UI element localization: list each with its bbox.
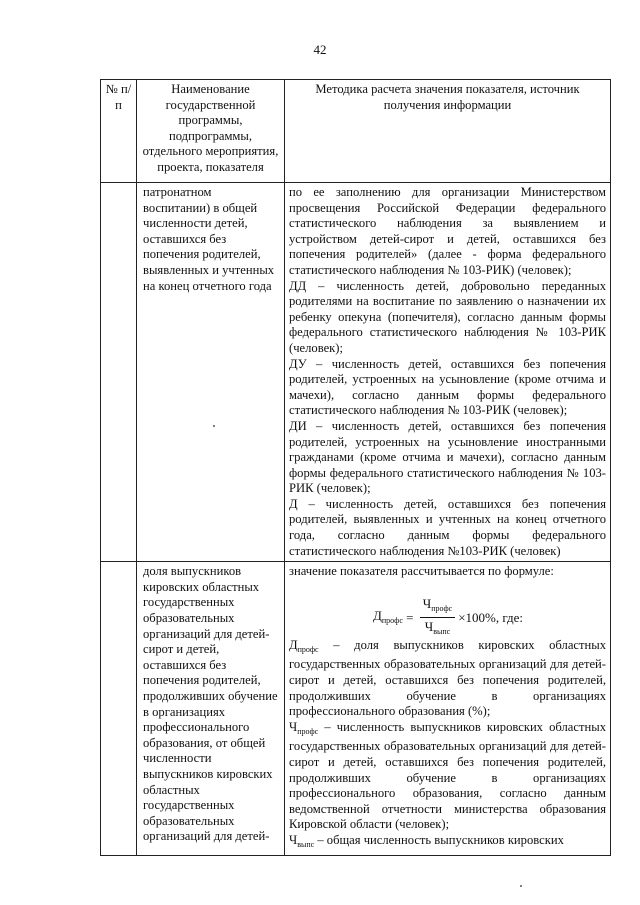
definition: $Ч_{профс}$ – численность выпускников кировских областных государственных образовательных организаций для детей-сирот и детей, оставшихся без попечения родителей, продолживших обучение в организациях профессионального образования, согласно данным ведомственной отчетности министерства образования Кировской области (человек); [289,719,606,832]
method-paragraph: Д – численность детей, оставшихся без попечения родителей, выявленных и учтенных на конец отчетного года, согласно данным формы федерального статистического наблюдения №103-РИК (человек) [289,496,606,558]
indicator-table [100,79,611,856]
table-header-row [101,80,611,183]
method-paragraph: ДУ – численность детей, оставшихся без попечения родителей, устроенных на усыновление (кроме отчима и мачехи), согласно данным формы федерального статистического наблюдения № 103-РИК (человек); [289,356,606,418]
method-paragraph: ДИ – численность детей, оставшихся без попечения родителей, устроенных на усыновление иностранными гражданами (кроме отчима и мачехи), согласно данным формы федерального статистического наблюдения № 103-РИК (человек); [289,418,606,496]
equals-sign: = [402,610,417,626]
formula-intro: значение показателя рассчитывается по формуле: [289,564,554,579]
definition: $Ч_{выпс}$ – общая численность выпускников кировских [289,832,564,849]
indicator-name-cell: доля выпускников кировских областных государственных образовательных организаций для детей-сирот и детей, оставшихся без попечения родителей, продолживших обучение в организациях профессионального образования, от общей численности выпускников кировских областных государственных образовательных организаций для детей- [137,562,285,855]
method-paragraph: по ее заполнению для организации Министерством просвещения Российской Федерации федерального статистического наблюдения за выявлением и устройством детей-сирот и детей, оставшихся без попечения родителей» (далее - форма федерального статистического наблюдения № 103-РИК) (человек); [289,185,606,277]
scan-speck [213,425,215,427]
formula [373,596,523,640]
formula-fraction: $\frac{Ч_{профс}}{Ч_{выпс}}$ [420,596,455,640]
row-number-cell [101,183,137,562]
header-number: № п/п [101,80,137,183]
method-cell [285,183,611,562]
formula-tail: ×100%, где: [458,610,524,626]
header-name: Наименование государственной программы, подпрограммы, отдельного мероприятия, проекта, показателя [137,80,285,183]
scan-speck [520,885,522,887]
table-row [101,183,611,562]
formula-lhs: $Д_{профс}$ [373,607,403,625]
page-number: 42 [313,42,327,57]
formula-block [289,580,606,638]
method-paragraph: ДД – численность детей, добровольно переданных родителями на воспитание по заявлению о назначении их ребенку опекуна (попечителя), согласно данным формы федерального статистического наблюдения № 103-РИК (человек); [289,278,606,355]
indicator-name-cell: патронатном воспитании) в общей численности детей, оставшихся без попечения родителей, выявленных и учтенных на конец отчетного года [137,183,285,562]
header-method: Методика расчета значения показателя, источник получения информации [285,80,611,183]
definition: $Д_{профс}$ – доля выпускников кировских областных государственных образовательных организаций для детей-сирот и детей, оставшихся без попечения родителей, продолживших обучение в организациях профессионального образования (%); [289,637,606,719]
row-number-cell [101,562,137,855]
table-row [101,562,611,855]
method-cell [285,562,611,855]
